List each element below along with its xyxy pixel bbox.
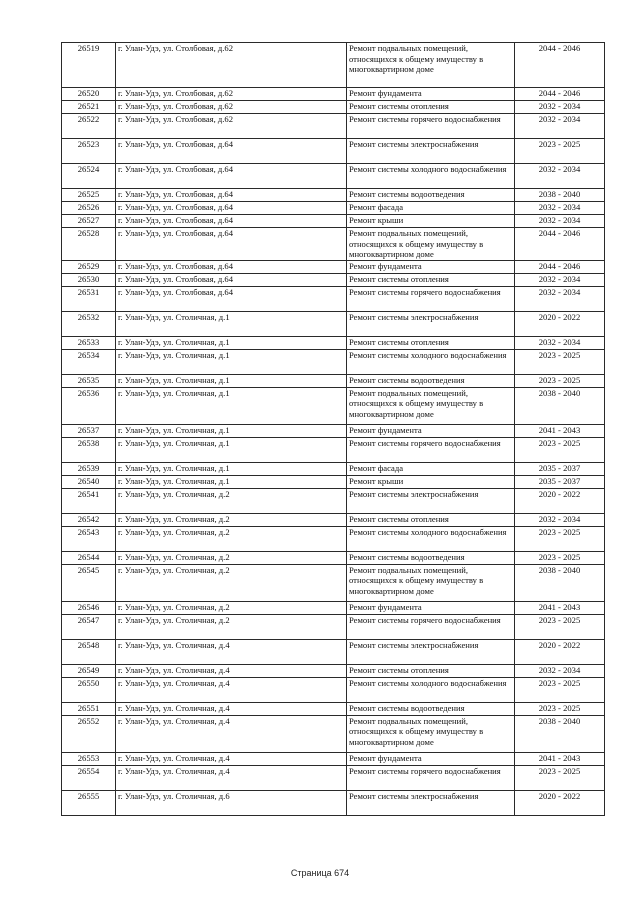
row-address: г. Улан-Удэ, ул. Столичная, д.1 bbox=[116, 387, 347, 424]
row-number: 26535 bbox=[62, 374, 116, 387]
row-number: 26531 bbox=[62, 286, 116, 311]
row-address: г. Улан-Удэ, ул. Столбовая, д.64 bbox=[116, 286, 347, 311]
row-work-type: Ремонт системы холодного водоснабжения bbox=[347, 164, 515, 189]
row-work-type: Ремонт крыши bbox=[347, 475, 515, 488]
row-work-type: Ремонт системы горячего водоснабжения bbox=[347, 437, 515, 462]
row-address: г. Улан-Удэ, ул. Столичная, д.1 bbox=[116, 311, 347, 336]
row-period: 2032 - 2034 bbox=[515, 336, 605, 349]
row-period: 2035 - 2037 bbox=[515, 462, 605, 475]
row-number: 26539 bbox=[62, 462, 116, 475]
row-period: 2032 - 2034 bbox=[515, 114, 605, 139]
row-number: 26524 bbox=[62, 164, 116, 189]
row-work-type: Ремонт фасада bbox=[347, 462, 515, 475]
row-address: г. Улан-Удэ, ул. Столичная, д.4 bbox=[116, 664, 347, 677]
table-row bbox=[62, 677, 605, 702]
row-number: 26553 bbox=[62, 752, 116, 765]
row-period: 2020 - 2022 bbox=[515, 311, 605, 336]
row-address: г. Улан-Удэ, ул. Столичная, д.4 bbox=[116, 639, 347, 664]
row-work-type: Ремонт подвальных помещений, относящихся к общему имуществу в многоквартирном доме bbox=[347, 564, 515, 601]
row-address: г. Улан-Удэ, ул. Столичная, д.2 bbox=[116, 488, 347, 513]
row-period: 2020 - 2022 bbox=[515, 488, 605, 513]
row-address: г. Улан-Удэ, ул. Столбовая, д.64 bbox=[116, 189, 347, 202]
row-work-type: Ремонт системы отопления bbox=[347, 101, 515, 114]
table-row bbox=[62, 349, 605, 374]
table-row bbox=[62, 387, 605, 424]
row-period: 2023 - 2025 bbox=[515, 526, 605, 551]
row-number: 26526 bbox=[62, 202, 116, 215]
table-row bbox=[62, 614, 605, 639]
row-address: г. Улан-Удэ, ул. Столбовая, д.62 bbox=[116, 88, 347, 101]
row-work-type: Ремонт фундамента bbox=[347, 424, 515, 437]
table-row bbox=[62, 765, 605, 790]
row-address: г. Улан-Удэ, ул. Столбовая, д.64 bbox=[116, 273, 347, 286]
row-work-type: Ремонт системы горячего водоснабжения bbox=[347, 765, 515, 790]
row-period: 2023 - 2025 bbox=[515, 614, 605, 639]
row-address: г. Улан-Удэ, ул. Столичная, д.1 bbox=[116, 462, 347, 475]
row-period: 2032 - 2034 bbox=[515, 101, 605, 114]
table-row bbox=[62, 215, 605, 228]
row-period: 2023 - 2025 bbox=[515, 765, 605, 790]
row-period: 2032 - 2034 bbox=[515, 202, 605, 215]
row-number: 26554 bbox=[62, 765, 116, 790]
row-period: 2023 - 2025 bbox=[515, 551, 605, 564]
row-number: 26532 bbox=[62, 311, 116, 336]
table-row bbox=[62, 101, 605, 114]
row-period: 2023 - 2025 bbox=[515, 702, 605, 715]
table-row bbox=[62, 286, 605, 311]
table-row bbox=[62, 139, 605, 164]
row-period: 2041 - 2043 bbox=[515, 752, 605, 765]
row-period: 2032 - 2034 bbox=[515, 513, 605, 526]
row-number: 26542 bbox=[62, 513, 116, 526]
row-address: г. Улан-Удэ, ул. Столичная, д.1 bbox=[116, 475, 347, 488]
table-row bbox=[62, 664, 605, 677]
row-address: г. Улан-Удэ, ул. Столичная, д.2 bbox=[116, 564, 347, 601]
table-row bbox=[62, 639, 605, 664]
row-number: 26530 bbox=[62, 273, 116, 286]
row-number: 26519 bbox=[62, 43, 116, 88]
table-row bbox=[62, 513, 605, 526]
row-period: 2020 - 2022 bbox=[515, 639, 605, 664]
row-number: 26523 bbox=[62, 139, 116, 164]
row-period: 2032 - 2034 bbox=[515, 215, 605, 228]
row-period: 2044 - 2046 bbox=[515, 260, 605, 273]
row-work-type: Ремонт крыши bbox=[347, 215, 515, 228]
row-period: 2038 - 2040 bbox=[515, 715, 605, 752]
row-number: 26545 bbox=[62, 564, 116, 601]
table-row bbox=[62, 475, 605, 488]
row-work-type: Ремонт системы электроснабжения bbox=[347, 311, 515, 336]
table-row bbox=[62, 437, 605, 462]
row-period: 2044 - 2046 bbox=[515, 43, 605, 88]
row-work-type: Ремонт системы горячего водоснабжения bbox=[347, 286, 515, 311]
table-row bbox=[62, 336, 605, 349]
row-work-type: Ремонт системы холодного водоснабжения bbox=[347, 677, 515, 702]
table-row bbox=[62, 114, 605, 139]
row-work-type: Ремонт системы водоотведения bbox=[347, 702, 515, 715]
table-row bbox=[62, 189, 605, 202]
row-period: 2038 - 2040 bbox=[515, 189, 605, 202]
table-row bbox=[62, 564, 605, 601]
row-address: г. Улан-Удэ, ул. Столбовая, д.64 bbox=[116, 260, 347, 273]
row-period: 2044 - 2046 bbox=[515, 88, 605, 101]
row-number: 26540 bbox=[62, 475, 116, 488]
row-number: 26537 bbox=[62, 424, 116, 437]
row-period: 2041 - 2043 bbox=[515, 424, 605, 437]
row-period: 2032 - 2034 bbox=[515, 664, 605, 677]
row-period: 2023 - 2025 bbox=[515, 677, 605, 702]
row-number: 26548 bbox=[62, 639, 116, 664]
row-work-type: Ремонт фасада bbox=[347, 202, 515, 215]
row-address: г. Улан-Удэ, ул. Столичная, д.2 bbox=[116, 614, 347, 639]
row-address: г. Улан-Удэ, ул. Столичная, д.1 bbox=[116, 349, 347, 374]
table-row bbox=[62, 715, 605, 752]
table-row bbox=[62, 374, 605, 387]
row-work-type: Ремонт системы водоотведения bbox=[347, 551, 515, 564]
row-number: 26541 bbox=[62, 488, 116, 513]
row-address: г. Улан-Удэ, ул. Столичная, д.4 bbox=[116, 765, 347, 790]
row-work-type: Ремонт системы отопления bbox=[347, 273, 515, 286]
row-number: 26533 bbox=[62, 336, 116, 349]
row-number: 26522 bbox=[62, 114, 116, 139]
row-work-type: Ремонт системы отопления bbox=[347, 513, 515, 526]
row-address: г. Улан-Удэ, ул. Столбовая, д.62 bbox=[116, 43, 347, 88]
row-work-type: Ремонт системы электроснабжения bbox=[347, 639, 515, 664]
row-address: г. Улан-Удэ, ул. Столбовая, д.64 bbox=[116, 202, 347, 215]
table-row bbox=[62, 551, 605, 564]
row-work-type: Ремонт системы электроснабжения bbox=[347, 790, 515, 815]
row-address: г. Улан-Удэ, ул. Столичная, д.6 bbox=[116, 790, 347, 815]
row-period: 2035 - 2037 bbox=[515, 475, 605, 488]
row-work-type: Ремонт фундамента bbox=[347, 601, 515, 614]
row-period: 2032 - 2034 bbox=[515, 273, 605, 286]
table-row bbox=[62, 601, 605, 614]
row-number: 26551 bbox=[62, 702, 116, 715]
row-number: 26529 bbox=[62, 260, 116, 273]
table-row bbox=[62, 164, 605, 189]
row-number: 26555 bbox=[62, 790, 116, 815]
row-period: 2023 - 2025 bbox=[515, 374, 605, 387]
row-work-type: Ремонт системы водоотведения bbox=[347, 189, 515, 202]
row-period: 2020 - 2022 bbox=[515, 790, 605, 815]
row-address: г. Улан-Удэ, ул. Столичная, д.4 bbox=[116, 752, 347, 765]
row-work-type: Ремонт системы электроснабжения bbox=[347, 139, 515, 164]
row-period: 2023 - 2025 bbox=[515, 349, 605, 374]
row-address: г. Улан-Удэ, ул. Столбовая, д.62 bbox=[116, 114, 347, 139]
row-number: 26552 bbox=[62, 715, 116, 752]
row-address: г. Улан-Удэ, ул. Столичная, д.4 bbox=[116, 715, 347, 752]
row-work-type: Ремонт системы холодного водоснабжения bbox=[347, 349, 515, 374]
row-period: 2032 - 2034 bbox=[515, 286, 605, 311]
row-address: г. Улан-Удэ, ул. Столичная, д.2 bbox=[116, 551, 347, 564]
table-row bbox=[62, 462, 605, 475]
row-number: 26547 bbox=[62, 614, 116, 639]
row-address: г. Улан-Удэ, ул. Столичная, д.1 bbox=[116, 424, 347, 437]
table-row bbox=[62, 702, 605, 715]
row-address: г. Улан-Удэ, ул. Столичная, д.4 bbox=[116, 702, 347, 715]
row-work-type: Ремонт системы горячего водоснабжения bbox=[347, 614, 515, 639]
row-period: 2044 - 2046 bbox=[515, 228, 605, 261]
row-number: 26527 bbox=[62, 215, 116, 228]
row-work-type: Ремонт подвальных помещений, относящихся к общему имуществу в многоквартирном доме bbox=[347, 387, 515, 424]
row-work-type: Ремонт подвальных помещений, относящихся к общему имуществу в многоквартирном доме bbox=[347, 43, 515, 88]
row-work-type: Ремонт системы водоотведения bbox=[347, 374, 515, 387]
row-work-type: Ремонт фундамента bbox=[347, 88, 515, 101]
table-row bbox=[62, 273, 605, 286]
table-body bbox=[62, 43, 605, 816]
row-address: г. Улан-Удэ, ул. Столичная, д.2 bbox=[116, 526, 347, 551]
row-number: 26525 bbox=[62, 189, 116, 202]
row-period: 2038 - 2040 bbox=[515, 387, 605, 424]
table-row bbox=[62, 228, 605, 261]
row-period: 2032 - 2034 bbox=[515, 164, 605, 189]
row-address: г. Улан-Удэ, ул. Столичная, д.4 bbox=[116, 677, 347, 702]
row-work-type: Ремонт системы горячего водоснабжения bbox=[347, 114, 515, 139]
row-period: 2023 - 2025 bbox=[515, 437, 605, 462]
row-work-type: Ремонт системы холодного водоснабжения bbox=[347, 526, 515, 551]
row-address: г. Улан-Удэ, ул. Столбовая, д.64 bbox=[116, 228, 347, 261]
row-address: г. Улан-Удэ, ул. Столбовая, д.62 bbox=[116, 101, 347, 114]
row-number: 26543 bbox=[62, 526, 116, 551]
row-number: 26538 bbox=[62, 437, 116, 462]
row-address: г. Улан-Удэ, ул. Столичная, д.2 bbox=[116, 601, 347, 614]
table-row bbox=[62, 88, 605, 101]
row-work-type: Ремонт системы отопления bbox=[347, 336, 515, 349]
row-period: 2038 - 2040 bbox=[515, 564, 605, 601]
row-address: г. Улан-Удэ, ул. Столбовая, д.64 bbox=[116, 139, 347, 164]
table-row bbox=[62, 488, 605, 513]
row-period: 2041 - 2043 bbox=[515, 601, 605, 614]
row-address: г. Улан-Удэ, ул. Столичная, д.1 bbox=[116, 336, 347, 349]
table-row bbox=[62, 790, 605, 815]
row-work-type: Ремонт фундамента bbox=[347, 260, 515, 273]
row-work-type: Ремонт системы электроснабжения bbox=[347, 488, 515, 513]
table-row bbox=[62, 526, 605, 551]
capital-repair-table bbox=[61, 42, 605, 816]
row-work-type: Ремонт подвальных помещений, относящихся к общему имуществу в многоквартирном доме bbox=[347, 228, 515, 261]
page-number: Страница 674 bbox=[290, 868, 350, 878]
row-number: 26534 bbox=[62, 349, 116, 374]
row-address: г. Улан-Удэ, ул. Столичная, д.2 bbox=[116, 513, 347, 526]
row-work-type: Ремонт подвальных помещений, относящихся к общему имуществу в многоквартирном доме bbox=[347, 715, 515, 752]
table-row bbox=[62, 424, 605, 437]
row-number: 26528 bbox=[62, 228, 116, 261]
row-number: 26536 bbox=[62, 387, 116, 424]
row-address: г. Улан-Удэ, ул. Столбовая, д.64 bbox=[116, 215, 347, 228]
row-number: 26550 bbox=[62, 677, 116, 702]
table-row bbox=[62, 752, 605, 765]
row-number: 26546 bbox=[62, 601, 116, 614]
row-address: г. Улан-Удэ, ул. Столичная, д.1 bbox=[116, 437, 347, 462]
row-number: 26521 bbox=[62, 101, 116, 114]
row-work-type: Ремонт фундамента bbox=[347, 752, 515, 765]
row-work-type: Ремонт системы отопления bbox=[347, 664, 515, 677]
row-address: г. Улан-Удэ, ул. Столбовая, д.64 bbox=[116, 164, 347, 189]
row-period: 2023 - 2025 bbox=[515, 139, 605, 164]
row-number: 26544 bbox=[62, 551, 116, 564]
table-row bbox=[62, 43, 605, 88]
row-address: г. Улан-Удэ, ул. Столичная, д.1 bbox=[116, 374, 347, 387]
table-row bbox=[62, 311, 605, 336]
row-number: 26549 bbox=[62, 664, 116, 677]
row-number: 26520 bbox=[62, 88, 116, 101]
table-row bbox=[62, 202, 605, 215]
table-row bbox=[62, 260, 605, 273]
